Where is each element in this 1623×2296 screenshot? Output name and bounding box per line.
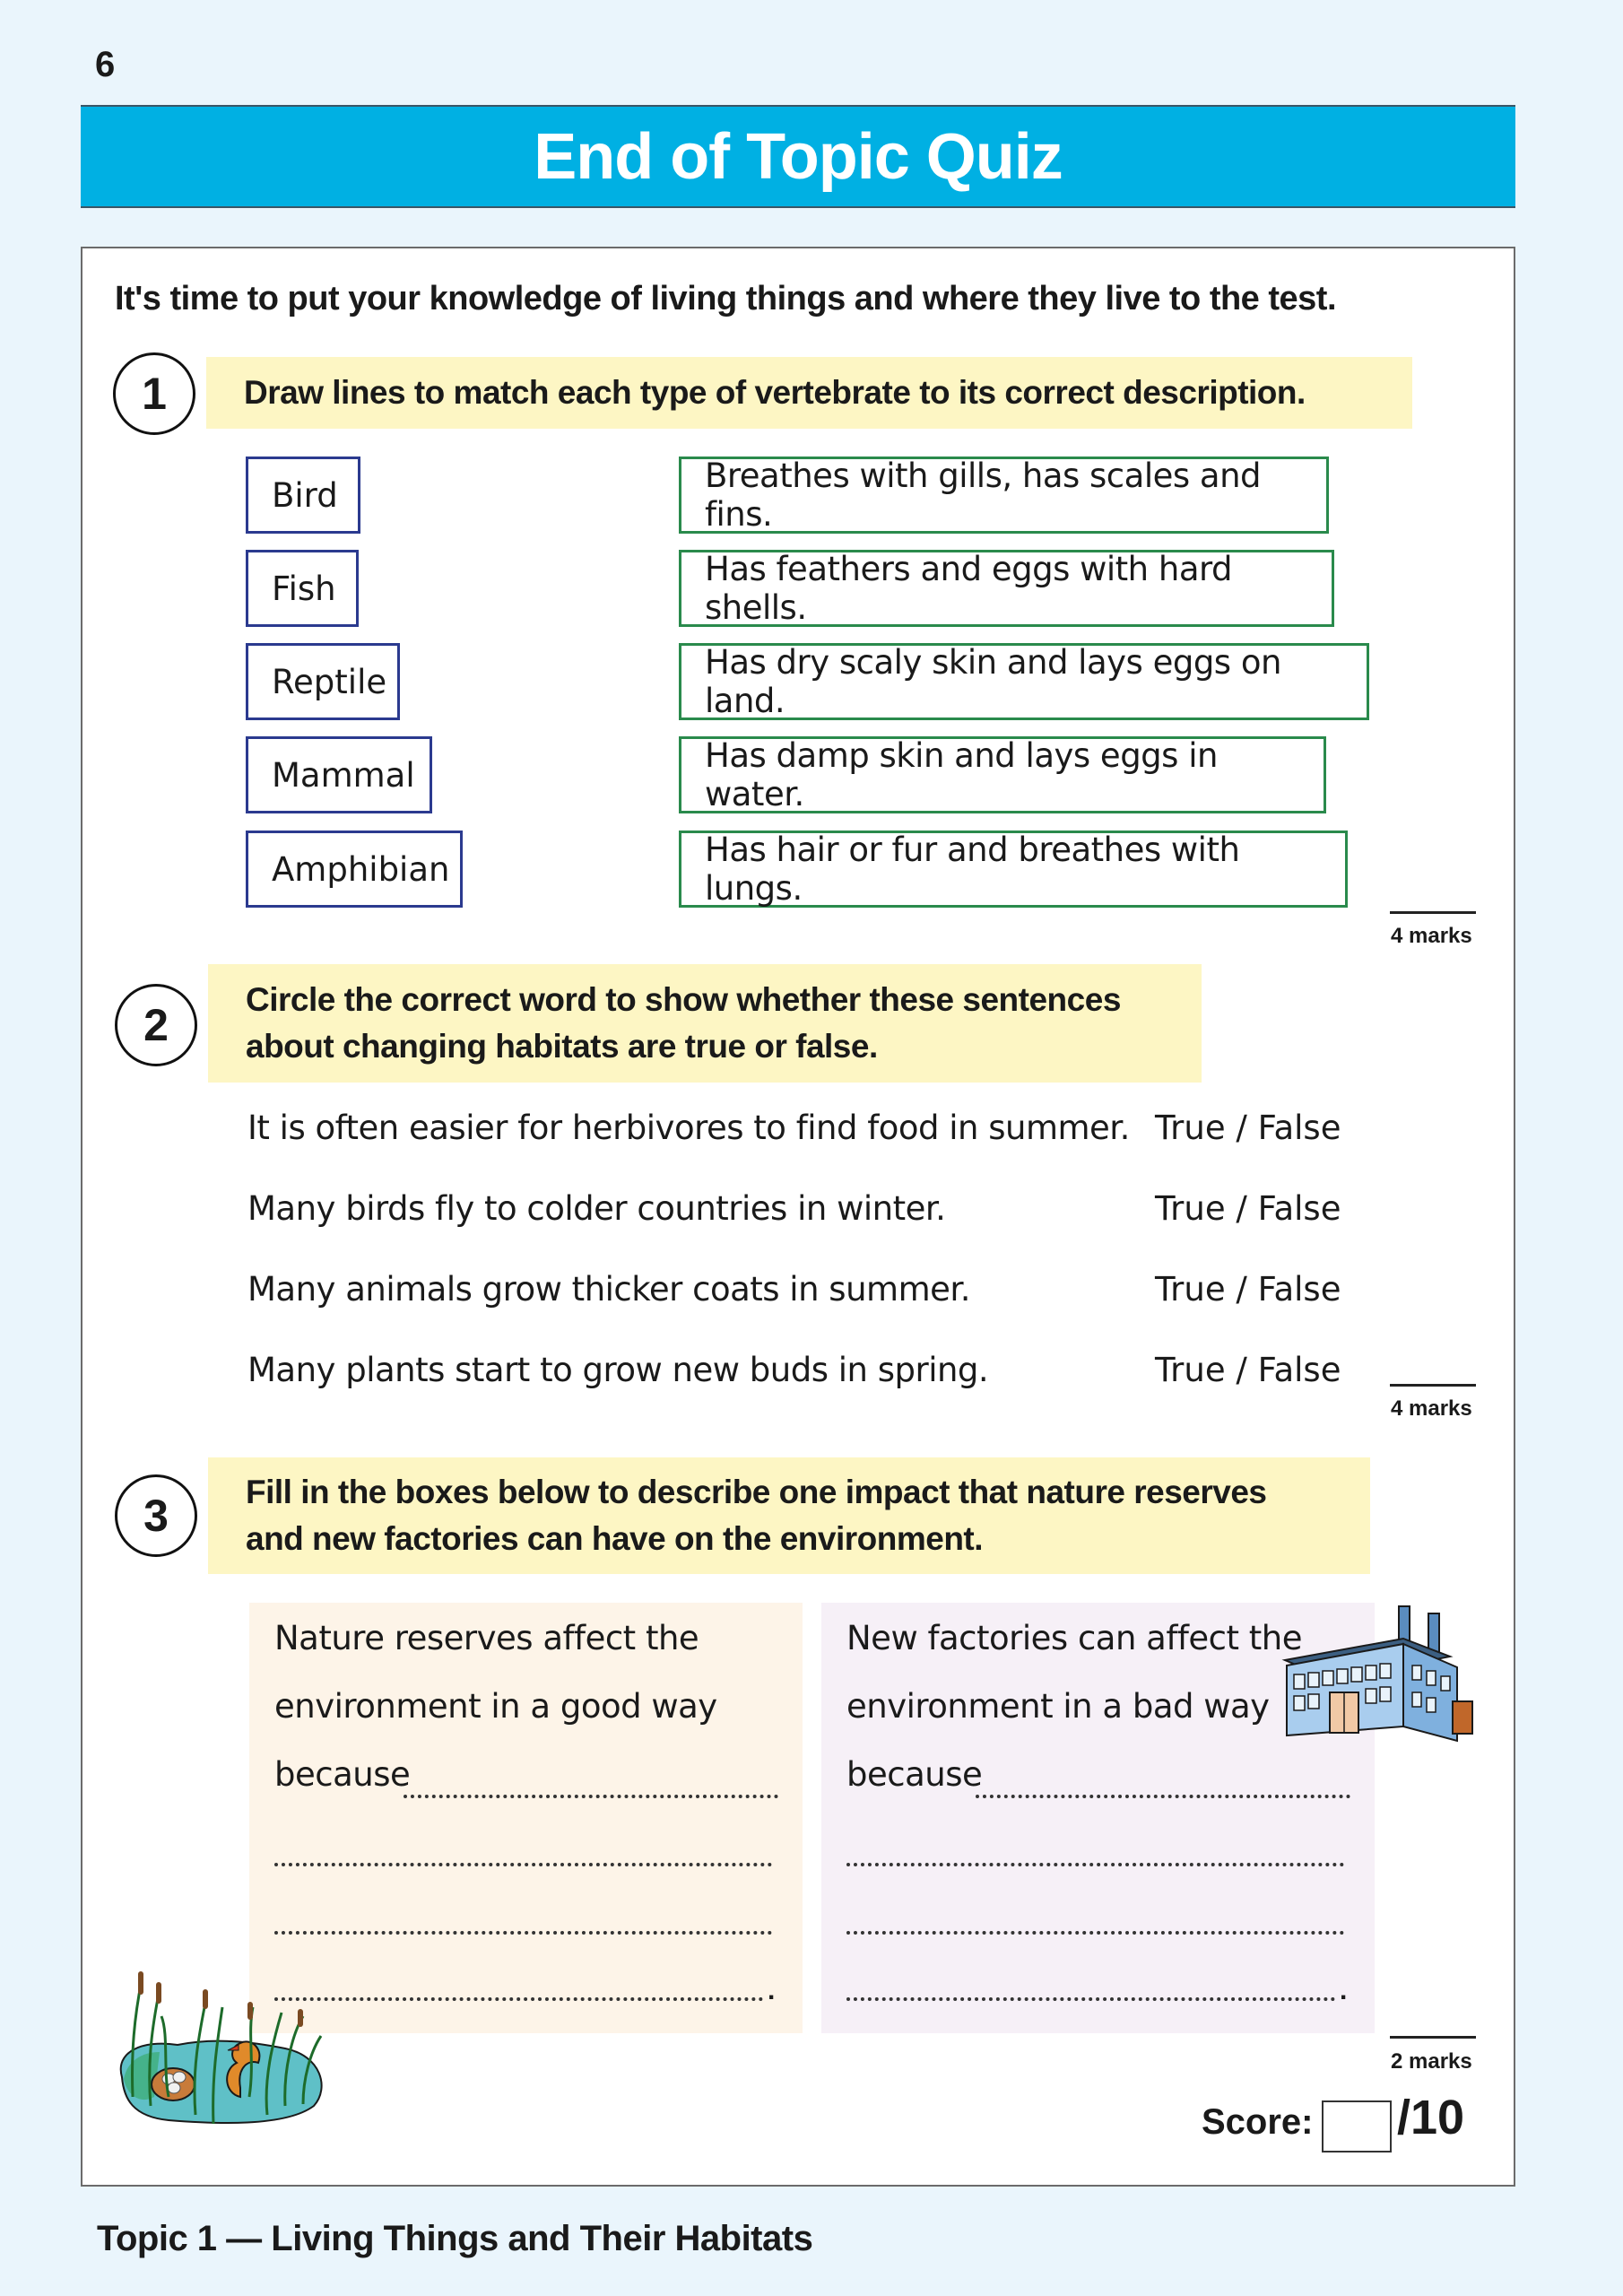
full-stop: .	[768, 1976, 776, 2005]
q1-instruction: Draw lines to match each type of vertebrate to its correct description.	[244, 374, 1306, 411]
page-title: End of Topic Quiz	[534, 120, 1063, 193]
factory-prompt-line1: New factories can affect the	[846, 1619, 1302, 1657]
description-box-3[interactable]: Has dry scaly skin and lays eggs on land.	[679, 643, 1369, 720]
page-number: 6	[95, 45, 116, 84]
tf-statement-2: Many birds fly to colder countries in winter.	[247, 1189, 946, 1228]
factory-prompt-line2: environment in a bad way	[846, 1687, 1270, 1726]
tf-statement-1: It is often easier for herbivores to find food in summer.	[247, 1109, 1130, 1147]
tf-options-3[interactable]: True / False	[1155, 1270, 1341, 1309]
q2-instruction-line2: about changing habitats are true or false.	[246, 1028, 878, 1065]
pond-illustration	[106, 1962, 366, 2133]
score-total: /10	[1397, 2091, 1465, 2144]
tf-options-2[interactable]: True / False	[1155, 1189, 1341, 1228]
q3-instruction-line1: Fill in the boxes below to describe one impact that nature reserves	[246, 1474, 1267, 1510]
tf-options-4[interactable]: True / False	[1155, 1351, 1341, 1389]
q1-marks-line	[1390, 911, 1476, 914]
q1-instruction-banner	[206, 357, 1412, 429]
vertebrate-box-bird[interactable]: Bird	[246, 457, 360, 534]
q3-marks: 2 marks	[1391, 2049, 1472, 2074]
nature-reserve-prompt-line3: because	[274, 1755, 411, 1794]
factory-answer-line-1[interactable]	[976, 1795, 1350, 1798]
q3-number-badge: 3	[115, 1474, 197, 1557]
q2-marks-line	[1390, 1384, 1476, 1387]
tf-statement-3: Many animals grow thicker coats in summer.	[247, 1270, 970, 1309]
topic-footer: Topic 1 — Living Things and Their Habitats	[97, 2219, 813, 2258]
q1-marks: 4 marks	[1391, 924, 1472, 948]
factory-answer-line-3[interactable]	[846, 1931, 1344, 1935]
q1-number-badge: 1	[113, 352, 195, 435]
q2-instruction-line1: Circle the correct word to show whether these sentences	[246, 981, 1121, 1018]
factory-answer-line-2[interactable]	[846, 1863, 1344, 1866]
score-label: Score:	[1202, 2102, 1314, 2142]
tf-statement-4: Many plants start to grow new buds in spring.	[247, 1351, 989, 1389]
description-box-1[interactable]: Breathes with gills, has scales and fins.	[679, 457, 1329, 534]
q3-marks-line	[1390, 2036, 1476, 2039]
q2-instruction-banner	[208, 964, 1202, 1083]
q2-number-badge: 2	[115, 984, 197, 1066]
nature-reserve-prompt-line2: environment in a good way	[274, 1687, 717, 1726]
q3-instruction-banner	[208, 1457, 1370, 1574]
description-box-2[interactable]: Has feathers and eggs with hard shells.	[679, 550, 1334, 627]
q3-instruction-line2: and new factories can have on the environment.	[246, 1520, 984, 1557]
tf-options-1[interactable]: True / False	[1155, 1109, 1341, 1147]
header-bar	[81, 105, 1515, 208]
nature-reserve-answer-line-3[interactable]	[274, 1931, 772, 1935]
full-stop: .	[1340, 1976, 1348, 2005]
vertebrate-box-mammal[interactable]: Mammal	[246, 736, 432, 813]
intro-text: It's time to put your knowledge of living things and where they live to the test.	[115, 280, 1337, 317]
factory-answer-line-4[interactable]	[846, 1997, 1335, 2001]
description-box-4[interactable]: Has damp skin and lays eggs in water.	[679, 736, 1326, 813]
q2-marks: 4 marks	[1391, 1396, 1472, 1421]
vertebrate-box-reptile[interactable]: Reptile	[246, 643, 400, 720]
nature-reserve-prompt-line1: Nature reserves affect the	[274, 1619, 699, 1657]
nature-reserve-answer-line-2[interactable]	[274, 1863, 772, 1866]
vertebrate-box-amphibian[interactable]: Amphibian	[246, 831, 463, 908]
factory-illustration	[1278, 1601, 1484, 1758]
factory-prompt-line3: because	[846, 1755, 983, 1794]
nature-reserve-answer-line-1[interactable]	[404, 1795, 778, 1798]
vertebrate-box-fish[interactable]: Fish	[246, 550, 359, 627]
description-box-5[interactable]: Has hair or fur and breathes with lungs.	[679, 831, 1348, 908]
score-input-box[interactable]	[1322, 2100, 1392, 2152]
